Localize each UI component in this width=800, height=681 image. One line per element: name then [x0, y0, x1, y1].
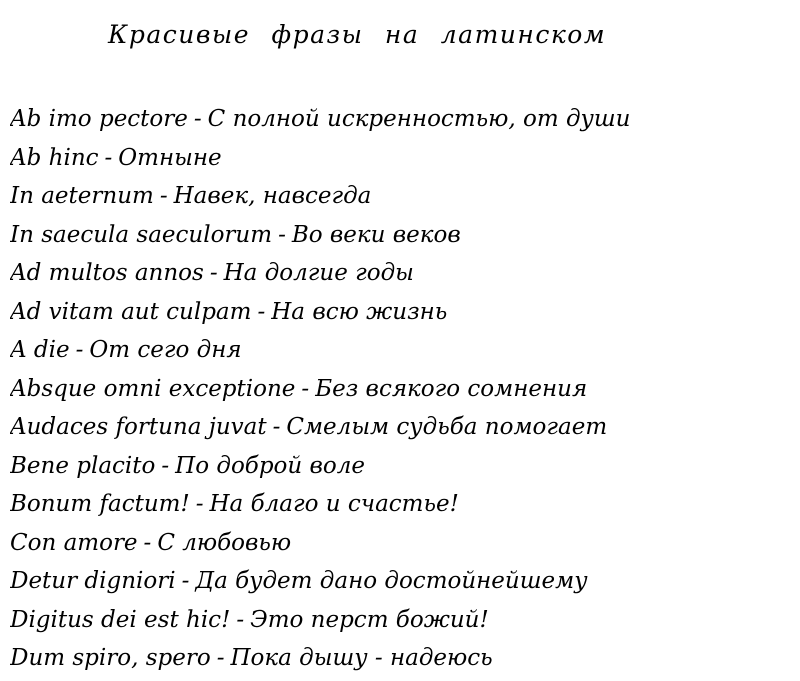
- separator: -: [143, 529, 152, 556]
- russian-translation: По доброй воле: [175, 452, 366, 479]
- phrase-line: [10, 139, 790, 178]
- latin-phrase: In aeternum: [10, 183, 154, 209]
- russian-translation: Смелым судьба помогает: [286, 414, 608, 440]
- latin-phrase: Con amore: [10, 529, 138, 556]
- separator: -: [301, 375, 310, 402]
- phrase-line: [10, 408, 790, 447]
- separator: -: [278, 221, 286, 248]
- latin-phrase: Absque omni exceptione: [10, 375, 296, 402]
- page-title: Красивые фразы на латинском: [108, 20, 607, 49]
- separator: -: [161, 452, 170, 479]
- separator: -: [257, 298, 266, 325]
- phrase-line: [10, 254, 790, 293]
- russian-translation: На благо и счастье!: [209, 491, 459, 517]
- latin-phrase: Ab imo pectore: [10, 106, 188, 132]
- russian-translation: Навек, навсегда: [173, 183, 372, 209]
- russian-translation: Пока дышу - надеюсь: [230, 645, 493, 671]
- latin-phrase: Ad vitam aut culpam: [10, 298, 252, 325]
- russian-translation: От сего дня: [89, 337, 242, 363]
- phrase-line: [10, 331, 790, 370]
- separator: -: [75, 337, 84, 363]
- latin-phrase: Ab hinc: [10, 144, 99, 171]
- latin-phrase: Detur digniori: [10, 568, 176, 594]
- separator: -: [181, 568, 190, 594]
- russian-translation: Во веки веков: [291, 221, 461, 248]
- separator: -: [195, 491, 204, 517]
- latin-phrase: A die: [10, 337, 70, 363]
- separator: -: [272, 414, 281, 440]
- latin-phrase: Digitus dei est hic!: [10, 606, 231, 633]
- separator: -: [236, 606, 245, 633]
- russian-translation: Да будет дано достойнейшему: [195, 568, 588, 594]
- latin-phrase: Audaces fortuna juvat: [10, 414, 267, 440]
- separator: -: [209, 260, 218, 286]
- russian-translation: С полной искренностью, от души: [207, 106, 631, 132]
- phrase-line: [10, 562, 790, 601]
- phrase-line: [10, 370, 790, 409]
- separator: -: [159, 183, 168, 209]
- russian-translation: Без всякого сомнения: [315, 375, 588, 402]
- phrase-line: [10, 485, 790, 524]
- russian-translation: Отныне: [118, 144, 222, 171]
- russian-translation: На долгие годы: [223, 260, 414, 286]
- separator: -: [216, 645, 225, 671]
- phrase-line: [10, 601, 790, 640]
- latin-phrase: Bonum factum!: [10, 491, 190, 517]
- phrase-line: [10, 293, 790, 332]
- phrase-list: [10, 100, 790, 678]
- russian-translation: С любовью: [157, 529, 292, 556]
- russian-translation: На всю жизнь: [271, 298, 448, 325]
- phrase-line: [10, 524, 790, 563]
- phrase-line: [10, 447, 790, 486]
- phrase-line: [10, 216, 790, 255]
- latin-phrase: In saecula saeculorum: [10, 221, 273, 248]
- separator: -: [193, 106, 202, 132]
- phrase-line: [10, 100, 790, 139]
- phrase-line: [10, 639, 790, 678]
- latin-phrase: Dum spiro, spero: [10, 645, 211, 671]
- russian-translation: Это перст божий!: [250, 606, 489, 633]
- phrase-line: [10, 177, 790, 216]
- separator: -: [104, 144, 113, 171]
- latin-phrase: Ad multos annos: [10, 260, 204, 286]
- latin-phrase: Bene placito: [10, 452, 156, 479]
